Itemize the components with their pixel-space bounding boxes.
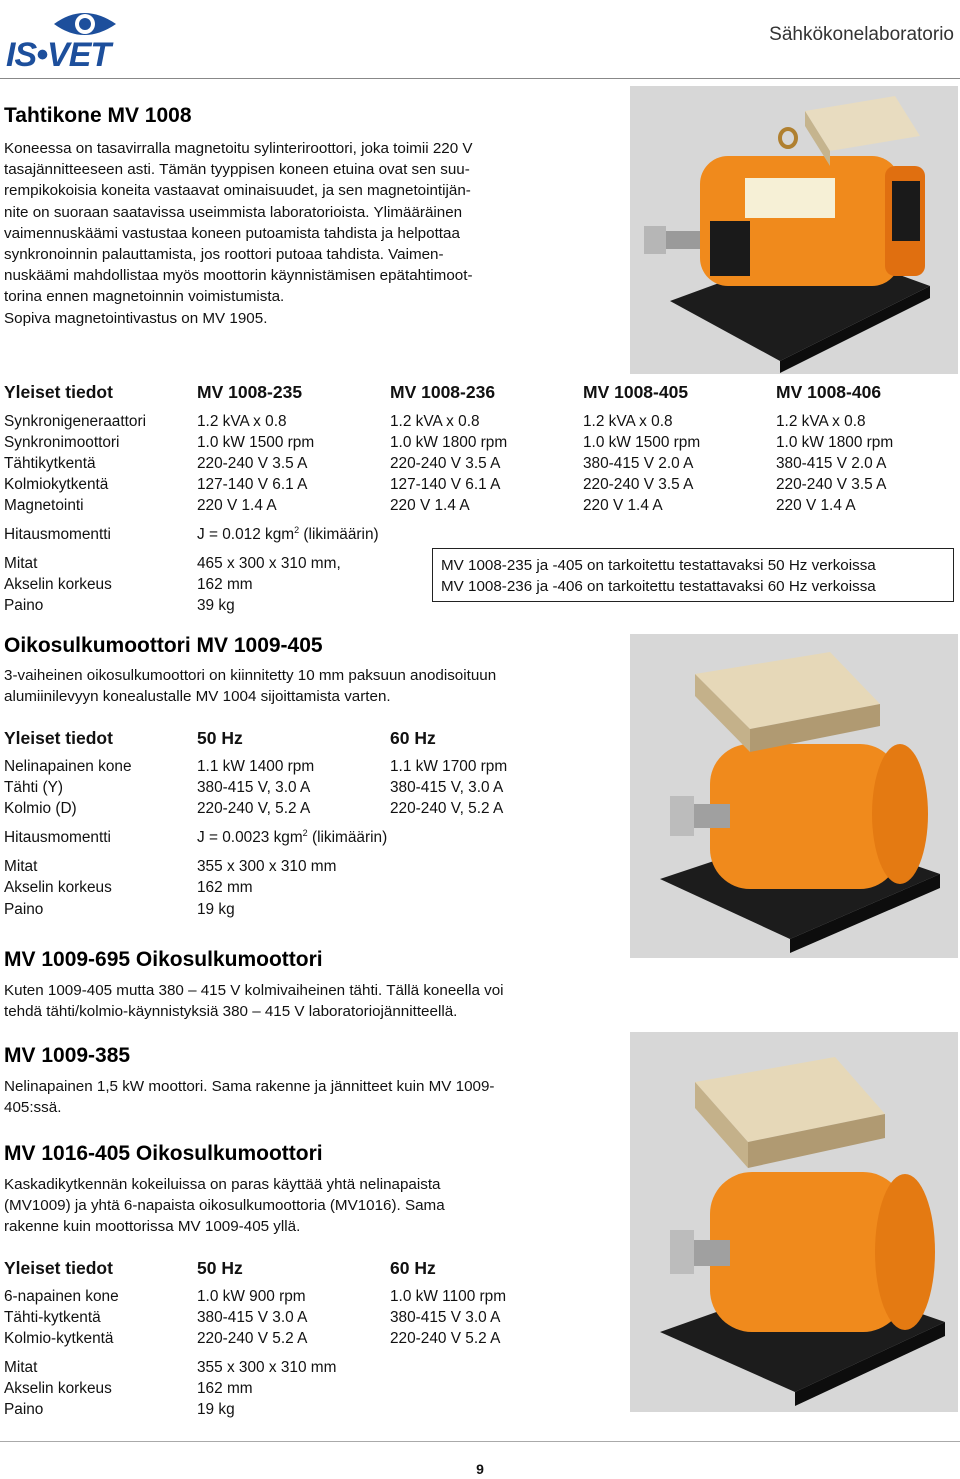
cell: 220-240 V 3.5 A bbox=[197, 455, 308, 472]
description-385 bbox=[4, 1076, 604, 1118]
text-line: Nelinapainen 1,5 kW moottori. Sama rakenne ja jännitteet kuin MV 1009- bbox=[4, 1078, 495, 1095]
cell: 220 V 1.4 A bbox=[390, 497, 470, 514]
cell: 220 V 1.4 A bbox=[583, 497, 663, 514]
cell: 1.0 kW 1800 rpm bbox=[776, 434, 894, 451]
cell: 1.0 kW 1500 rpm bbox=[583, 434, 701, 451]
cell: 19 kg bbox=[197, 1401, 235, 1418]
cell: 1.2 kVA x 0.8 bbox=[197, 413, 287, 430]
text-line: torina ennen magnetoinnin voimistumista. bbox=[4, 288, 285, 306]
cell: 1.0 kW 1500 rpm bbox=[197, 434, 315, 451]
cell: 1.1 kW 1700 rpm bbox=[390, 758, 508, 775]
row-label: Magnetointi bbox=[4, 497, 84, 514]
header-cell: MV 1008-405 bbox=[583, 382, 689, 402]
cell: 1.2 kVA x 0.8 bbox=[390, 413, 480, 430]
cell: 220-240 V 3.5 A bbox=[390, 455, 501, 472]
cell: 380-415 V 3.0 A bbox=[197, 1309, 308, 1326]
cell: 465 x 300 x 310 mm, bbox=[197, 555, 341, 572]
description-tahtikone bbox=[4, 138, 604, 329]
text-line: nuskäämi mahdollistaa myös moottorin käynnistämisen epätahtimoot- bbox=[4, 267, 473, 285]
frequency-note-box bbox=[432, 548, 954, 602]
logo-wordmark: IS•VET bbox=[6, 36, 111, 70]
cell: 162 mm bbox=[197, 879, 253, 896]
text-line: 405:ssä. bbox=[4, 1099, 62, 1117]
text-line: nite on suoraan saatavissa useimmista laboratorioista. Ylimääräinen bbox=[4, 203, 463, 221]
cell: 1.0 kW 1800 rpm bbox=[390, 434, 508, 451]
photo-oikosulkumoottori-405 bbox=[630, 634, 958, 958]
row-label: Hitausmomentti bbox=[4, 829, 111, 846]
row-label: Akselin korkeus bbox=[4, 576, 112, 593]
note-line: MV 1008-236 ja -406 on tarkoitettu testattavaksi 60 Hz verkoissa bbox=[441, 578, 876, 595]
row-label: Paino bbox=[4, 1401, 44, 1418]
row-label: Mitat bbox=[4, 858, 38, 875]
section-title-tahtikone: Tahtikone MV 1008 bbox=[4, 104, 192, 127]
cell: 220-240 V, 5.2 A bbox=[390, 800, 504, 817]
cell: 1.2 kVA x 0.8 bbox=[776, 413, 866, 430]
cell: 1.1 kW 1400 rpm bbox=[197, 758, 315, 775]
cell: 162 mm bbox=[197, 576, 253, 593]
cell: 380-415 V, 3.0 A bbox=[390, 779, 504, 796]
row-label: Tähtikytkentä bbox=[4, 455, 96, 472]
inertia-value: J = 0.012 kgm$^2$ (likimäärin) bbox=[197, 524, 379, 543]
cell: 220-240 V 3.5 A bbox=[776, 476, 887, 493]
description-695 bbox=[4, 980, 604, 1022]
header-cell: MV 1008-236 bbox=[390, 382, 496, 402]
text-line: synkronoinnin palauttamista, jos roottori putoaa tahdista. Vaimen- bbox=[4, 246, 444, 264]
text-line: alumiinilevyyn konealustalle MV 1004 sijoittamista varten. bbox=[4, 688, 391, 706]
induction-motor-illustration bbox=[630, 1032, 958, 1412]
cell: 220-240 V 5.2 A bbox=[197, 1330, 308, 1347]
text-line: 3-vaiheinen oikosulkumoottori on kiinnitetty 10 mm paksuun anodisoituun bbox=[4, 667, 497, 684]
eye-icon bbox=[54, 13, 116, 35]
header-cell: 50 Hz bbox=[197, 1258, 243, 1278]
header-cell: 60 Hz bbox=[390, 1258, 436, 1278]
cell: 127-140 V 6.1 A bbox=[197, 476, 308, 493]
cell: 380-415 V 2.0 A bbox=[583, 455, 694, 472]
header-cell: Yleiset tiedot bbox=[4, 1258, 113, 1278]
cell: 39 kg bbox=[197, 597, 235, 614]
cell: 1.0 kW 900 rpm bbox=[197, 1288, 306, 1305]
row-label: Paino bbox=[4, 901, 44, 918]
cell: 355 x 300 x 310 mm bbox=[197, 858, 337, 875]
section-title-oikosulkumoottori-405: Oikosulkumoottori MV 1009-405 bbox=[4, 634, 323, 657]
cell: 355 x 300 x 310 mm bbox=[197, 1359, 337, 1376]
row-label: Nelinapainen kone bbox=[4, 758, 132, 775]
text-line: rakenne kuin moottorissa MV 1009-405 yllä. bbox=[4, 1218, 301, 1236]
cell: 220-240 V 5.2 A bbox=[390, 1330, 501, 1347]
row-label: Akselin korkeus bbox=[4, 879, 112, 896]
row-label: Mitat bbox=[4, 555, 38, 572]
header-cell: 50 Hz bbox=[197, 728, 243, 748]
row-label: Kolmio (D) bbox=[4, 800, 77, 817]
header-cell: Yleiset tiedot bbox=[4, 382, 113, 402]
synchronous-machine-illustration bbox=[630, 86, 958, 374]
text-line: tehdä tähti/kolmio-käynnistyksiä 380 – 415 V laboratoriojännitteellä. bbox=[4, 1003, 458, 1021]
cell: 19 kg bbox=[197, 901, 235, 918]
cell: 1.2 kVA x 0.8 bbox=[583, 413, 673, 430]
photo-tahtikone bbox=[630, 86, 958, 374]
cell: 380-415 V 2.0 A bbox=[776, 455, 887, 472]
cell: 380-415 V, 3.0 A bbox=[197, 779, 311, 796]
cell: 162 mm bbox=[197, 1380, 253, 1397]
cell: 1.0 kW 1100 rpm bbox=[390, 1288, 507, 1305]
row-label: Hitausmomentti bbox=[4, 526, 111, 543]
header-cell: Yleiset tiedot bbox=[4, 728, 113, 748]
row-label: 6-napainen kone bbox=[4, 1288, 119, 1305]
text-line: (MV1009) ja yhtä 6-napaista oikosulkumoottoria (MV1016). Sama bbox=[4, 1197, 445, 1215]
cell: 380-415 V 3.0 A bbox=[390, 1309, 501, 1326]
row-label: Synkronigeneraattori bbox=[4, 413, 147, 430]
row-label: Paino bbox=[4, 597, 44, 614]
description-1016 bbox=[4, 1174, 604, 1238]
text-line: Kuten 1009-405 mutta 380 – 415 V kolmivaiheinen tähti. Tällä koneella voi bbox=[4, 982, 504, 999]
cell: 220 V 1.4 A bbox=[776, 497, 856, 514]
text-line: rempikokoisia koneita vastaavat ominaisuudet, ja sen magnetointijän- bbox=[4, 182, 471, 200]
photo-oikosulkumoottori-1016 bbox=[630, 1032, 958, 1412]
text-line: vaimennuskäämi vastustaa koneen putoamista tahdista ja helpottaa bbox=[4, 224, 460, 242]
row-label: Tähti-kytkentä bbox=[4, 1309, 101, 1326]
cell: 220 V 1.4 A bbox=[197, 497, 277, 514]
note-line: MV 1008-235 ja -405 on tarkoitettu testattavaksi 50 Hz verkoissa bbox=[441, 557, 876, 574]
header-divider bbox=[0, 78, 960, 79]
induction-motor-illustration bbox=[630, 634, 958, 958]
text-line: Koneessa on tasavirralla magnetoitu sylinteriroottori, joka toimii 220 V bbox=[4, 140, 473, 157]
section-title-1016-405: MV 1016-405 Oikosulkumoottori bbox=[4, 1142, 323, 1165]
isvet-logo bbox=[4, 4, 166, 70]
section-label: Sähkökonelaboratorio bbox=[769, 24, 954, 45]
footer-divider bbox=[0, 1441, 960, 1442]
section-title-1009-385: MV 1009-385 bbox=[4, 1044, 131, 1067]
row-label: Tähti (Y) bbox=[4, 779, 64, 796]
cell: 127-140 V 6.1 A bbox=[390, 476, 501, 493]
text-line: Kaskadikytkennän kokeiluissa on paras käyttää yhtä nelinapaista bbox=[4, 1176, 441, 1193]
header-cell: 60 Hz bbox=[390, 728, 436, 748]
cell: 220-240 V 3.5 A bbox=[583, 476, 694, 493]
spec-table-1016 bbox=[4, 1258, 604, 1428]
header-cell: MV 1008-406 bbox=[776, 382, 882, 402]
page-number: 9 bbox=[476, 1461, 484, 1477]
row-label: Mitat bbox=[4, 1359, 38, 1376]
text-line: Sopiva magnetointivastus on MV 1905. bbox=[4, 309, 268, 327]
cell: 220-240 V, 5.2 A bbox=[197, 800, 311, 817]
row-label: Akselin korkeus bbox=[4, 1380, 112, 1397]
text-line: tasajännitteeseen asti. Tämän tyyppisen koneen etuina ovat sen suu- bbox=[4, 161, 470, 179]
header-cell: MV 1008-235 bbox=[197, 382, 303, 402]
description-405 bbox=[4, 665, 604, 707]
inertia-value: J = 0.0023 kgm$^2$ (likimäärin) bbox=[197, 827, 388, 846]
spec-table-405 bbox=[4, 728, 604, 928]
row-label: Kolmio-kytkentä bbox=[4, 1330, 114, 1347]
section-title-1009-695: MV 1009-695 Oikosulkumoottori bbox=[4, 948, 323, 971]
row-label: Kolmiokytkentä bbox=[4, 476, 109, 493]
row-label: Synkronimoottori bbox=[4, 434, 120, 451]
